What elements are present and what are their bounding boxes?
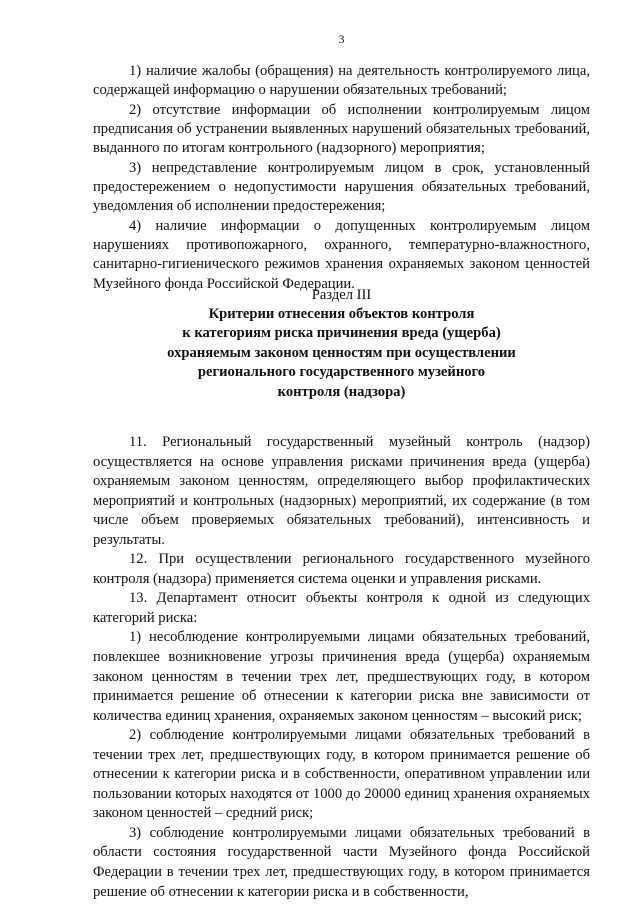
document-page (93, 0, 590, 905)
list-item-2: 2) отсутствие информации об исполнении контролируемым лицом предписания об устранении выявленных нарушений обязательных требований, выданного по итогам контрольного (надзорного) мероприятия; (93, 101, 590, 157)
risk-item-1: 1) несоблюдение контролируемыми лицами обязательных требований, повлекшее возникновение угрозы причинения вреда (ущерба) охраняемым законом ценностям в течении трех лет, предшествующих году, в котором принимается решение об отнесении к категории риска вне зависимости от количества единиц хранения, охраняемых законом ценностям – высокий риск; (93, 629, 590, 724)
section-title-line-5: контроля (надзора) (277, 383, 406, 400)
list-item-1: 1) наличие жалобы (обращения) на деятельность контролируемого лица, содержащей информацию о нарушении обязательных требований; (93, 63, 590, 99)
section-body (93, 433, 590, 902)
risk-item-3: 3) соблюдение контролируемыми лицами обязательных требований в области состояния государственной части Музейного фонда Российской Федерации в течении трех лет, предшествующих году, в котором принимается решение об отнесении к категории риска и в собственности, (93, 824, 590, 900)
paragraph-12: 12. При осуществлении регионального государственного музейного контроля (надзора) применяется система оценки и управления рисками. (93, 551, 590, 587)
paragraph-11: 11. Региональный государственный музейный контроль (надзор) осуществляется на основе управления рисками причинения вреда (ущерба) охраняемым законом ценностям, определяющего выбор профилактических мероприятий и контрольных (надзорных) мероприятий, их содержание (в том числе объем проверяемых обязательных требований), интенсивность и результаты. (93, 434, 590, 548)
section-title-line-2: к категориям риска причинения вреда (ущерба) (182, 325, 501, 342)
list-top (93, 62, 590, 294)
risk-item-2: 2) соблюдение контролируемыми лицами обязательных требований в течении трех лет, предшествующих году, в котором принимается решение об отнесении к категории риска и в собственности, оперативном управлении или пользовании которых находятся от 1000 до 20000 единиц хранения охраняемых законом ценностей – средний риск; (93, 727, 590, 822)
section-title-line-1: Критерии отнесения объектов контроля (208, 306, 475, 322)
section-title (93, 305, 590, 402)
section-title-line-3: охраняемым законом ценностям при осуществлении (167, 344, 516, 361)
paragraph-13: 13. Департамент относит объекты контроля к одной из следующих категорий риска: (93, 590, 590, 626)
section-label: Раздел III (311, 287, 372, 303)
page-number: 3 (338, 32, 345, 46)
section-title-line-4: регионального государственного музейного (197, 364, 486, 381)
list-item-3: 3) непредставление контролируемым лицом в срок, установленный предостережением о недопустимости нарушения обязательных требований, уведомления об исполнении предостережения; (93, 159, 590, 215)
list-item-4: 4) наличие информации о допущенных контролируемым лицом нарушениях противопожарного, охранного, температурно-влажностного, санитарно-гигиенического режимов хранения охраняемых законом ценностей Музейного фонда Российской Федерации. (93, 217, 590, 292)
